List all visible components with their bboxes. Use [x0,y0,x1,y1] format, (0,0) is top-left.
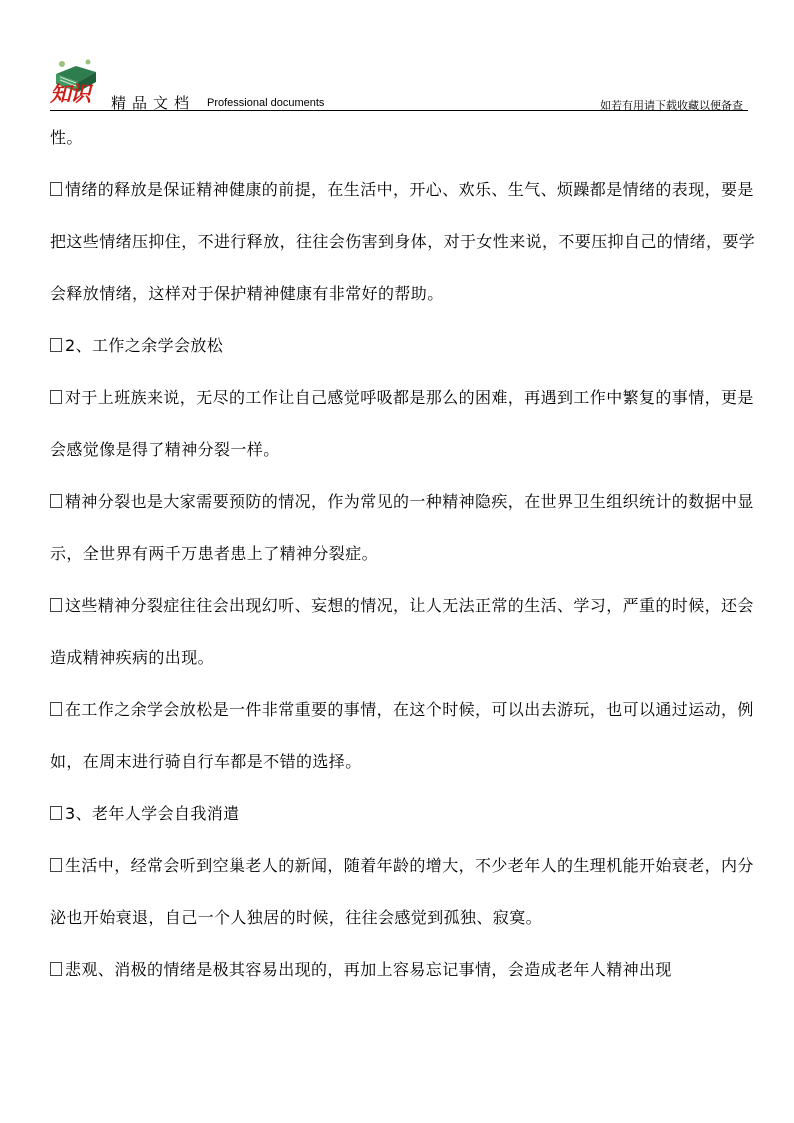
paragraph-text: 在工作之余学会放松是一件非常重要的事情，在这个时候，可以出去游玩，也可以通过运动，例如，在周末进行骑自行车都是不错的选择。 [50,700,754,771]
bullet-box-icon [50,494,62,508]
bullet-box-icon [50,962,62,976]
paragraph-text: 情绪的释放是保证精神健康的前提，在生活中，开心、欢乐、生气、烦躁都是情绪的表现，要是把这些情绪压抑住，不进行释放，往往会伤害到身体，对于女性来说，不要压抑自己的情绪，要学会释放情绪，这样对于保护精神健康有非常好的帮助。 [50,180,756,303]
paragraph-text: 对于上班族来说，无尽的工作让自己感觉呼吸都是那么的困难，再遇到工作中繁复的事情，更是会感觉像是得了精神分裂一样。 [50,388,754,459]
paragraph [50,476,762,580]
paragraph-text: 这些精神分裂症往往会出现幻听、妄想的情况，让人无法正常的生活、学习，严重的时候，还会造成精神疾病的出现。 [50,596,754,667]
paragraph [50,164,762,320]
heading-text: 3、老年人学会自我消遣 [65,804,240,823]
paragraph [50,684,762,788]
download-note: 如若有用请下载收藏以便备查 [600,99,743,112]
section-heading [50,788,762,840]
paragraph [50,840,762,944]
paragraph [50,118,762,158]
section-heading [50,320,762,372]
brand-subtitle: Professional documents [207,97,325,109]
paragraph-text: 生活中，经常会听到空巢老人的新闻，随着年龄的增大，不少老年人的生理机能开始衰老，内分泌也开始衰退，自己一个人独居的时候，往往会感觉到孤独、寂寞。 [50,856,754,927]
paragraph [50,944,762,996]
bullet-box-icon [50,598,62,612]
document-body [50,118,762,996]
bullet-box-icon [50,390,62,404]
paragraph-text: 性。 [50,128,83,147]
paragraph-text: 精神分裂也是大家需要预防的情况，作为常见的一种精神隐疾，在世界卫生组织统计的数据中显示，全世界有两千万患者患上了精神分裂症。 [50,492,754,563]
bullet-box-icon [50,338,62,352]
header-divider [50,110,748,111]
bullet-box-icon [50,806,62,820]
heading-text: 2、工作之余学会放松 [65,336,224,355]
bullet-box-icon [50,702,62,716]
page-header [0,0,794,112]
bullet-box-icon [50,182,62,196]
logo-text: 知识 [50,81,90,106]
brand-title: 精品文档 [111,94,196,112]
paragraph [50,580,762,684]
bullet-box-icon [50,858,62,872]
paragraph-text: 悲观、消极的情绪是极其容易出现的，再加上容易忘记事情，会造成老年人精神出现 [65,960,672,979]
paragraph [50,372,762,476]
